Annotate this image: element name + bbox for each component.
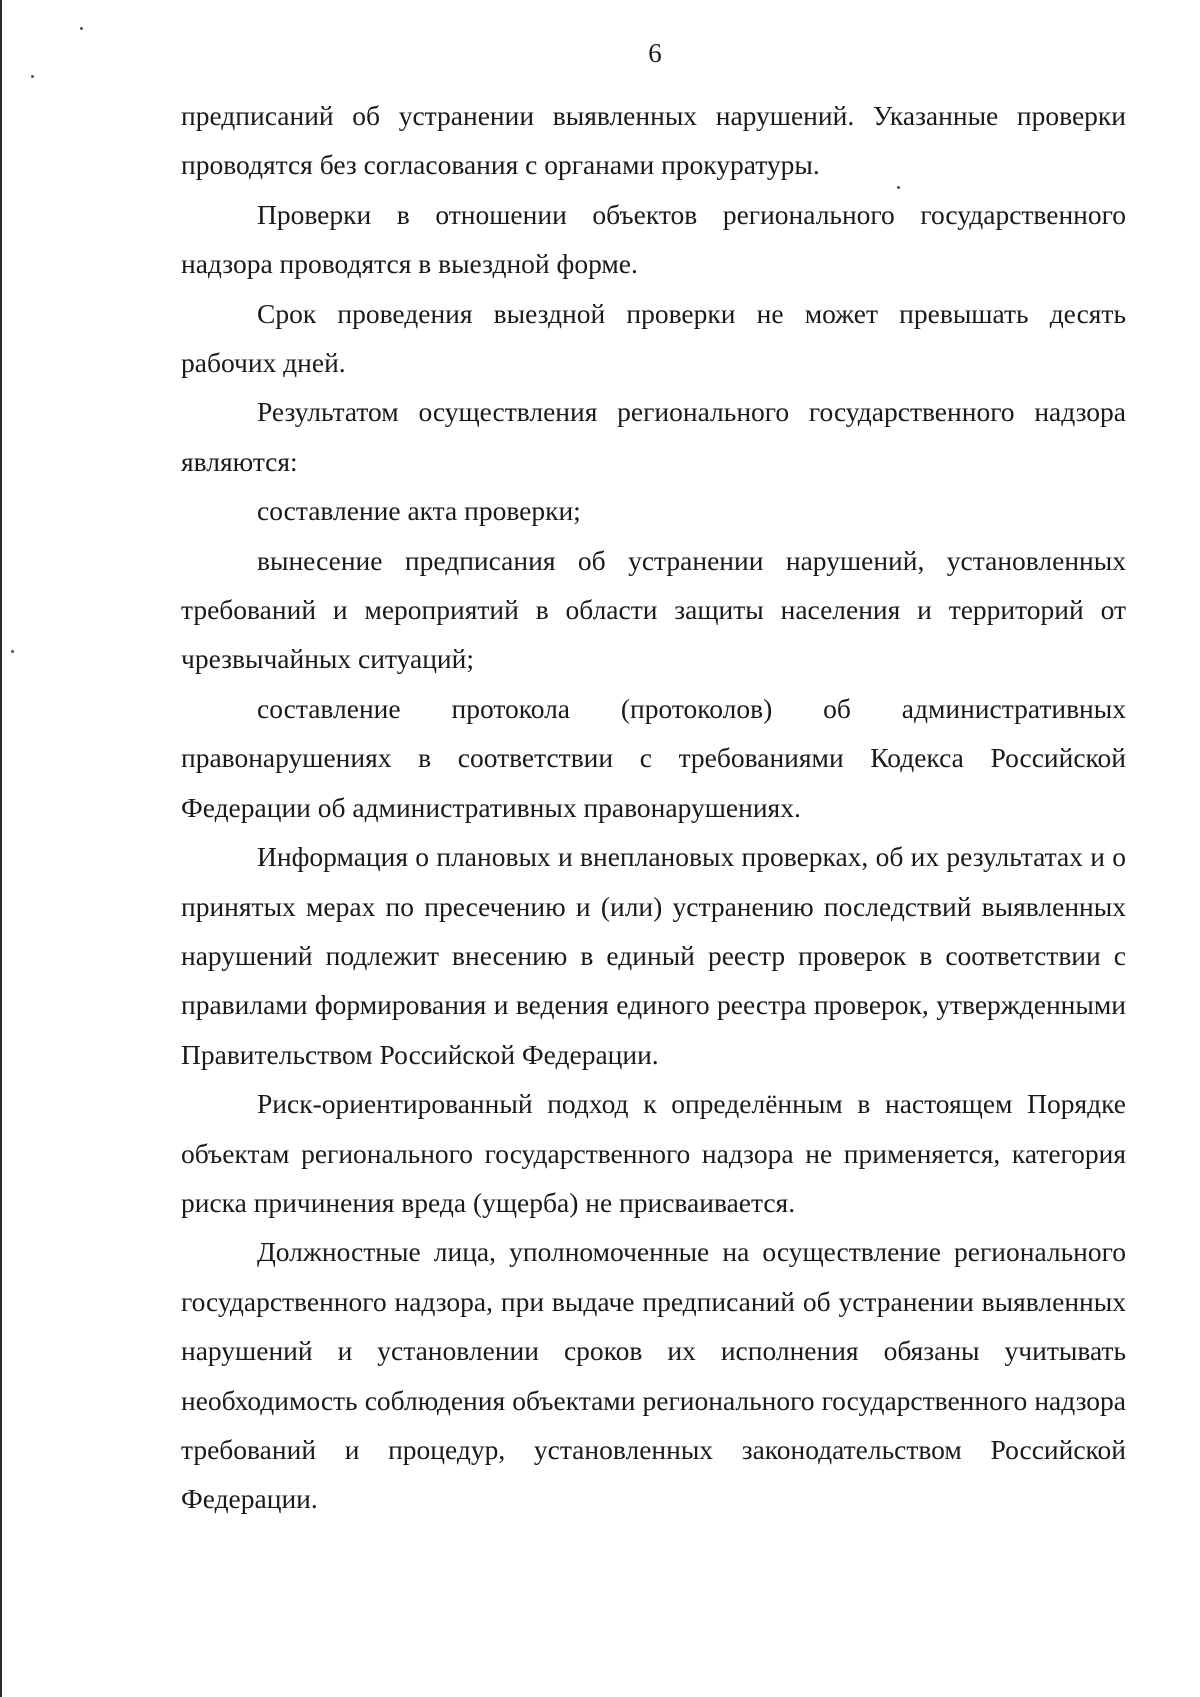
paragraph: предписаний об устранении выявленных нарушений. Указанные проверки проводятся без согласования с органами прокуратуры. xyxy=(181,100,1126,181)
paragraph: Должностные лица, уполномоченные на осуществление регионального государственного надзора, при выдаче предписаний об устранении выявленных нарушений и установлении сроков их исполнения обязаны учитывать необходимость соблюдения объектами регионального государственного надзора требований и процедур, установленных законодательством Российской Федерации. xyxy=(181,1236,1126,1515)
page-number: 6 xyxy=(648,38,662,68)
paragraph: Срок проведения выездной проверки не может превышать десять рабочих дней. xyxy=(181,297,1126,379)
scan-speck xyxy=(11,650,14,653)
scan-speck xyxy=(31,75,34,78)
paragraph: Риск-ориентированный подход к определённым в настоящем Порядке объектам регионального государственного надзора не применяется, категория риска причинения вреда (ущерба) не присваивается. xyxy=(181,1088,1126,1218)
paragraph: Результатом осуществления регионального государственного надзора являются: xyxy=(181,396,1126,477)
scan-speck xyxy=(80,27,83,30)
paragraph: Информация о плановых и внеплановых проверках, об их результатах и о принятых мерах по пресечению и (или) устранению последствий выявленных нарушений подлежит внесению в единый реестр проверок в соответствии с правилами формирования и ведения единого реестра проверок, утвержденными Правительством Российской Федерации. xyxy=(181,841,1126,1070)
document-body xyxy=(181,91,1126,1524)
list-item: вынесение предписания об устранении нарушений, установленных требований и мероприятий в области защиты населения и территорий от чрезвычайных ситуаций; xyxy=(181,544,1126,675)
list-item: составление протокола (протоколов) об административных правонарушениях в соответствии с требованиями Кодекса Российской Федерации об административных правонарушениях. xyxy=(181,692,1126,823)
scan-left-edge xyxy=(0,0,2,1697)
list-item: составление акта проверки; xyxy=(257,495,581,527)
paragraph: Проверки в отношении объектов регионального государственного надзора проводятся в выездной форме. xyxy=(181,198,1126,280)
